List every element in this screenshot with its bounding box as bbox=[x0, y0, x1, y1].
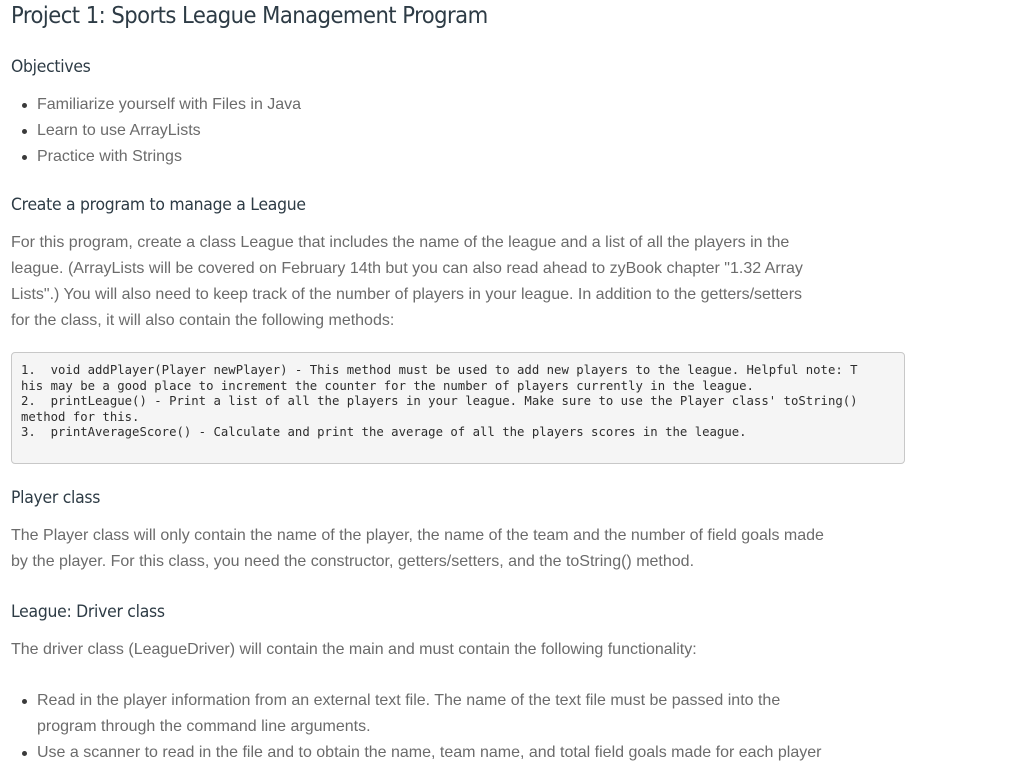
code-text bbox=[21, 363, 895, 441]
code-line: his may be a good place to increment the counter for the number of players currently in the league. bbox=[21, 378, 754, 393]
list-item: Read in the player information from an external text file. The name of the text file must be passed into the program through the command line arguments. bbox=[11, 688, 821, 740]
list-item: Use a scanner to read in the file and to obtain the name, team name, and total field goals made for each player bbox=[11, 740, 821, 763]
code-line: method for this. bbox=[21, 409, 140, 424]
create-section-heading: Create a program to manage a League bbox=[11, 195, 306, 215]
create-section-paragraph bbox=[11, 230, 803, 334]
paragraph-line: Lists".) You will also need to keep track of the number of players in your league. In addition to the getters/setters bbox=[11, 286, 803, 303]
objectives-list bbox=[11, 92, 301, 170]
paragraph-line: for the class, it will also contain the following methods: bbox=[11, 312, 395, 329]
driver-requirements-list bbox=[11, 688, 821, 763]
code-line: 2. printLeague() - Print a list of all the players in your league. Make sure to use the Player class' toString() bbox=[21, 394, 858, 408]
driver-section-heading: League: Driver class bbox=[11, 602, 165, 622]
player-section-paragraph bbox=[11, 523, 824, 575]
paragraph-line: The Player class will only contain the name of the player, the name of the team and the number of field goals made bbox=[11, 527, 824, 544]
code-line: 3. printAverageScore() - Calculate and print the average of all the players scores in the league. bbox=[21, 425, 747, 439]
paragraph-line: league. (ArrayLists will be covered on February 14th but you can also read ahead to zyBook chapter "1.32 Array bbox=[11, 260, 803, 277]
player-section-heading: Player class bbox=[11, 488, 101, 508]
paragraph-line: For this program, create a class League that includes the name of the league and a list of all the players in the bbox=[11, 234, 790, 251]
objectives-heading: Objectives bbox=[11, 57, 91, 77]
code-line: 1. void addPlayer(Player newPlayer) - This method must be used to add new players to the league. Helpful note: T bbox=[21, 363, 858, 377]
page-title: Project 1: Sports League Management Program bbox=[11, 3, 488, 29]
paragraph-line: by the player. For this class, you need the constructor, getters/setters, and the toString() method. bbox=[11, 553, 695, 570]
list-item: Familiarize yourself with Files in Java bbox=[11, 92, 301, 118]
code-block bbox=[11, 352, 905, 464]
list-item: Learn to use ArrayLists bbox=[11, 118, 301, 144]
list-item: Practice with Strings bbox=[11, 144, 301, 170]
driver-section-paragraph: The driver class (LeagueDriver) will contain the main and must contain the following functionality: bbox=[11, 641, 697, 658]
